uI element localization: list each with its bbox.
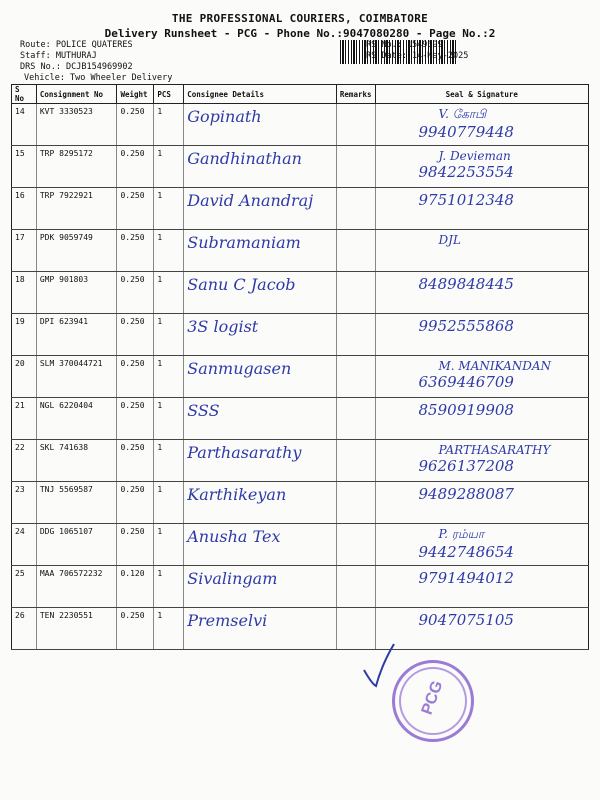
weight-cell: 0.250 <box>117 440 154 482</box>
weight-cell: 0.120 <box>117 566 154 608</box>
weight-cell: 0.250 <box>117 482 154 524</box>
signature-name: P. ரம்யா <box>438 527 485 541</box>
company-title: THE PROFESSIONAL COURIERS, COIMBATORE <box>171 12 429 25</box>
consignee-cell <box>184 230 337 272</box>
signature-phone: 9047075105 <box>418 611 514 629</box>
meta-right <box>366 40 468 62</box>
signature-name: V. கோபி <box>438 107 487 121</box>
signature-cell <box>375 608 588 650</box>
signature-cell <box>375 188 588 230</box>
col-consignment: Consignment No <box>36 85 117 104</box>
sno-cell: 14 <box>12 104 37 146</box>
signature-phone: 9489288087 <box>418 485 514 503</box>
col-sno: S No <box>12 85 37 104</box>
rs-date-text: RS Date: 14-May-2025 <box>366 51 469 61</box>
consignment-cell: SKL 741638 <box>36 440 117 482</box>
consignee-cell <box>184 566 337 608</box>
table-row <box>12 356 589 398</box>
weight-cell: 0.250 <box>117 104 154 146</box>
weight-cell: 0.250 <box>117 398 154 440</box>
consignee-cell <box>184 146 337 188</box>
signature-phone: 9940779448 <box>418 123 514 141</box>
sno-cell: 24 <box>12 524 37 566</box>
consignment-cell: TRP 7922921 <box>36 188 117 230</box>
col-pcs: PCS <box>154 85 184 104</box>
consignee-cell <box>184 104 337 146</box>
signature-cell <box>375 356 588 398</box>
consignment-cell: DPI 623941 <box>36 314 117 356</box>
consignee-handwriting: Gopinath <box>187 107 262 126</box>
col-weight: Weight <box>117 85 154 104</box>
pcs-cell: 1 <box>154 104 184 146</box>
runsheet-table <box>11 84 589 650</box>
weight-cell: 0.250 <box>117 524 154 566</box>
vehicle-text: Vehicle: Two Wheeler Delivery <box>24 73 173 83</box>
consignee-cell <box>184 440 337 482</box>
col-consignee: Consignee Details <box>184 85 337 104</box>
signature-phone: 9842253554 <box>418 163 514 181</box>
pcs-cell: 1 <box>154 566 184 608</box>
drs-text: DRS No.: DCJB154969902 <box>20 62 133 72</box>
sno-cell: 19 <box>12 314 37 356</box>
consignee-handwriting: Karthikeyan <box>187 485 287 504</box>
sno-cell: 18 <box>12 272 37 314</box>
sno-cell: 26 <box>12 608 37 650</box>
table-row <box>12 566 589 608</box>
table-row <box>12 524 589 566</box>
col-signature: Seal & Signature <box>375 85 588 104</box>
remarks-cell <box>336 314 375 356</box>
signature-cell <box>375 146 588 188</box>
sno-cell: 21 <box>12 398 37 440</box>
remarks-cell <box>336 398 375 440</box>
pcg-stamp <box>392 660 474 742</box>
table-row <box>12 188 589 230</box>
pcs-cell: 1 <box>154 314 184 356</box>
consignee-handwriting: SSS <box>187 401 220 420</box>
remarks-cell <box>336 188 375 230</box>
signature-name: DJL <box>438 233 461 247</box>
weight-cell: 0.250 <box>117 188 154 230</box>
runsheet-subtitle: Delivery Runsheet - PCG - Phone No.:9047080280 - Page No.:2 <box>104 27 496 40</box>
consignee-handwriting: Subramaniam <box>187 233 301 252</box>
consignee-handwriting: 3S logist <box>187 317 259 336</box>
remarks-cell <box>336 566 375 608</box>
route-text: Route: POLICE QUATERES <box>20 40 133 50</box>
signature-phone: 8489848445 <box>418 275 514 293</box>
consignment-cell: TRP 8295172 <box>36 146 117 188</box>
check-mark-icon <box>360 640 400 690</box>
pcs-cell: 1 <box>154 398 184 440</box>
table-row <box>12 272 589 314</box>
pcs-cell: 1 <box>154 440 184 482</box>
consignee-cell <box>184 314 337 356</box>
table-row <box>12 314 589 356</box>
pcs-cell: 1 <box>154 188 184 230</box>
sno-cell: 23 <box>12 482 37 524</box>
pcs-cell: 1 <box>154 356 184 398</box>
sno-cell: 20 <box>12 356 37 398</box>
consignee-cell <box>184 398 337 440</box>
pcs-cell: 1 <box>154 608 184 650</box>
signature-phone: 9442748654 <box>418 543 514 561</box>
consignee-cell <box>184 188 337 230</box>
consignment-cell: DDG 1065107 <box>36 524 117 566</box>
remarks-cell <box>336 230 375 272</box>
signature-phone: 8590919908 <box>418 401 514 419</box>
consignee-handwriting: Parthasarathy <box>187 443 302 462</box>
consignee-cell <box>184 272 337 314</box>
remarks-cell <box>336 524 375 566</box>
signature-cell <box>375 524 588 566</box>
consignment-cell: KVT 3330523 <box>36 104 117 146</box>
consignee-cell <box>184 608 337 650</box>
consignment-cell: SLM 370044721 <box>36 356 117 398</box>
table-row <box>12 482 589 524</box>
consignee-cell <box>184 482 337 524</box>
pcs-cell: 1 <box>154 272 184 314</box>
signature-phone: 6369446709 <box>418 373 514 391</box>
consignee-handwriting: Anusha Tex <box>187 527 281 546</box>
signature-phone: 9791494012 <box>418 569 514 587</box>
signature-name: PARTHASARATHY <box>438 443 551 457</box>
signature-cell <box>375 440 588 482</box>
signature-phone: 9952555868 <box>418 317 514 335</box>
table-row <box>12 230 589 272</box>
signature-name: M. MANIKANDAN <box>438 359 552 373</box>
signature-name: J. Devieman <box>438 149 511 163</box>
table-row <box>12 608 589 650</box>
sno-cell: 16 <box>12 188 37 230</box>
table-row <box>12 104 589 146</box>
signature-cell <box>375 398 588 440</box>
weight-cell: 0.250 <box>117 146 154 188</box>
weight-cell: 0.250 <box>117 230 154 272</box>
remarks-cell <box>336 104 375 146</box>
remarks-cell <box>336 356 375 398</box>
signature-phone: 9626137208 <box>418 457 514 475</box>
table-row <box>12 398 589 440</box>
remarks-cell <box>336 272 375 314</box>
consignment-cell: NGL 6220404 <box>36 398 117 440</box>
signature-cell <box>375 104 588 146</box>
pcs-cell: 1 <box>154 524 184 566</box>
pcs-cell: 1 <box>154 230 184 272</box>
signature-phone: 9751012348 <box>418 191 514 209</box>
pcs-cell: 1 <box>154 482 184 524</box>
sno-cell: 15 <box>12 146 37 188</box>
consignee-handwriting: Gandhinathan <box>187 149 302 168</box>
weight-cell: 0.250 <box>117 608 154 650</box>
sno-cell: 22 <box>12 440 37 482</box>
consignment-cell: TNJ 5569587 <box>36 482 117 524</box>
stamp-text: PCG <box>418 678 447 718</box>
remarks-cell <box>336 440 375 482</box>
pcs-cell: 1 <box>154 146 184 188</box>
weight-cell: 0.250 <box>117 272 154 314</box>
meta-left <box>20 40 172 84</box>
col-remarks: Remarks <box>336 85 375 104</box>
consignee-handwriting: Sivalingam <box>187 569 278 588</box>
consignee-handwriting: Sanmugasen <box>187 359 292 378</box>
remarks-cell <box>336 146 375 188</box>
signature-cell <box>375 566 588 608</box>
consignment-cell: MAA 706572232 <box>36 566 117 608</box>
signature-cell <box>375 314 588 356</box>
consignee-handwriting: Premselvi <box>187 611 268 630</box>
sno-cell: 17 <box>12 230 37 272</box>
consignment-cell: TEN 2230551 <box>36 608 117 650</box>
consignee-cell <box>184 524 337 566</box>
signature-cell <box>375 230 588 272</box>
consignment-cell: PDK 9059749 <box>36 230 117 272</box>
consignee-handwriting: David Anandraj <box>187 191 314 210</box>
table-row <box>12 440 589 482</box>
weight-cell: 0.250 <box>117 314 154 356</box>
consignee-handwriting: Sanu C Jacob <box>187 275 296 294</box>
sno-cell: 25 <box>12 566 37 608</box>
table-header <box>12 85 589 104</box>
weight-cell: 0.250 <box>117 356 154 398</box>
table-row <box>12 146 589 188</box>
consignment-cell: GMP 901803 <box>36 272 117 314</box>
staff-text: Staff: MUTHURAJ <box>20 51 97 61</box>
rs-no-text: RS No.: 1549699 <box>366 40 443 50</box>
signature-cell <box>375 272 588 314</box>
signature-cell <box>375 482 588 524</box>
consignee-cell <box>184 356 337 398</box>
remarks-cell <box>336 482 375 524</box>
